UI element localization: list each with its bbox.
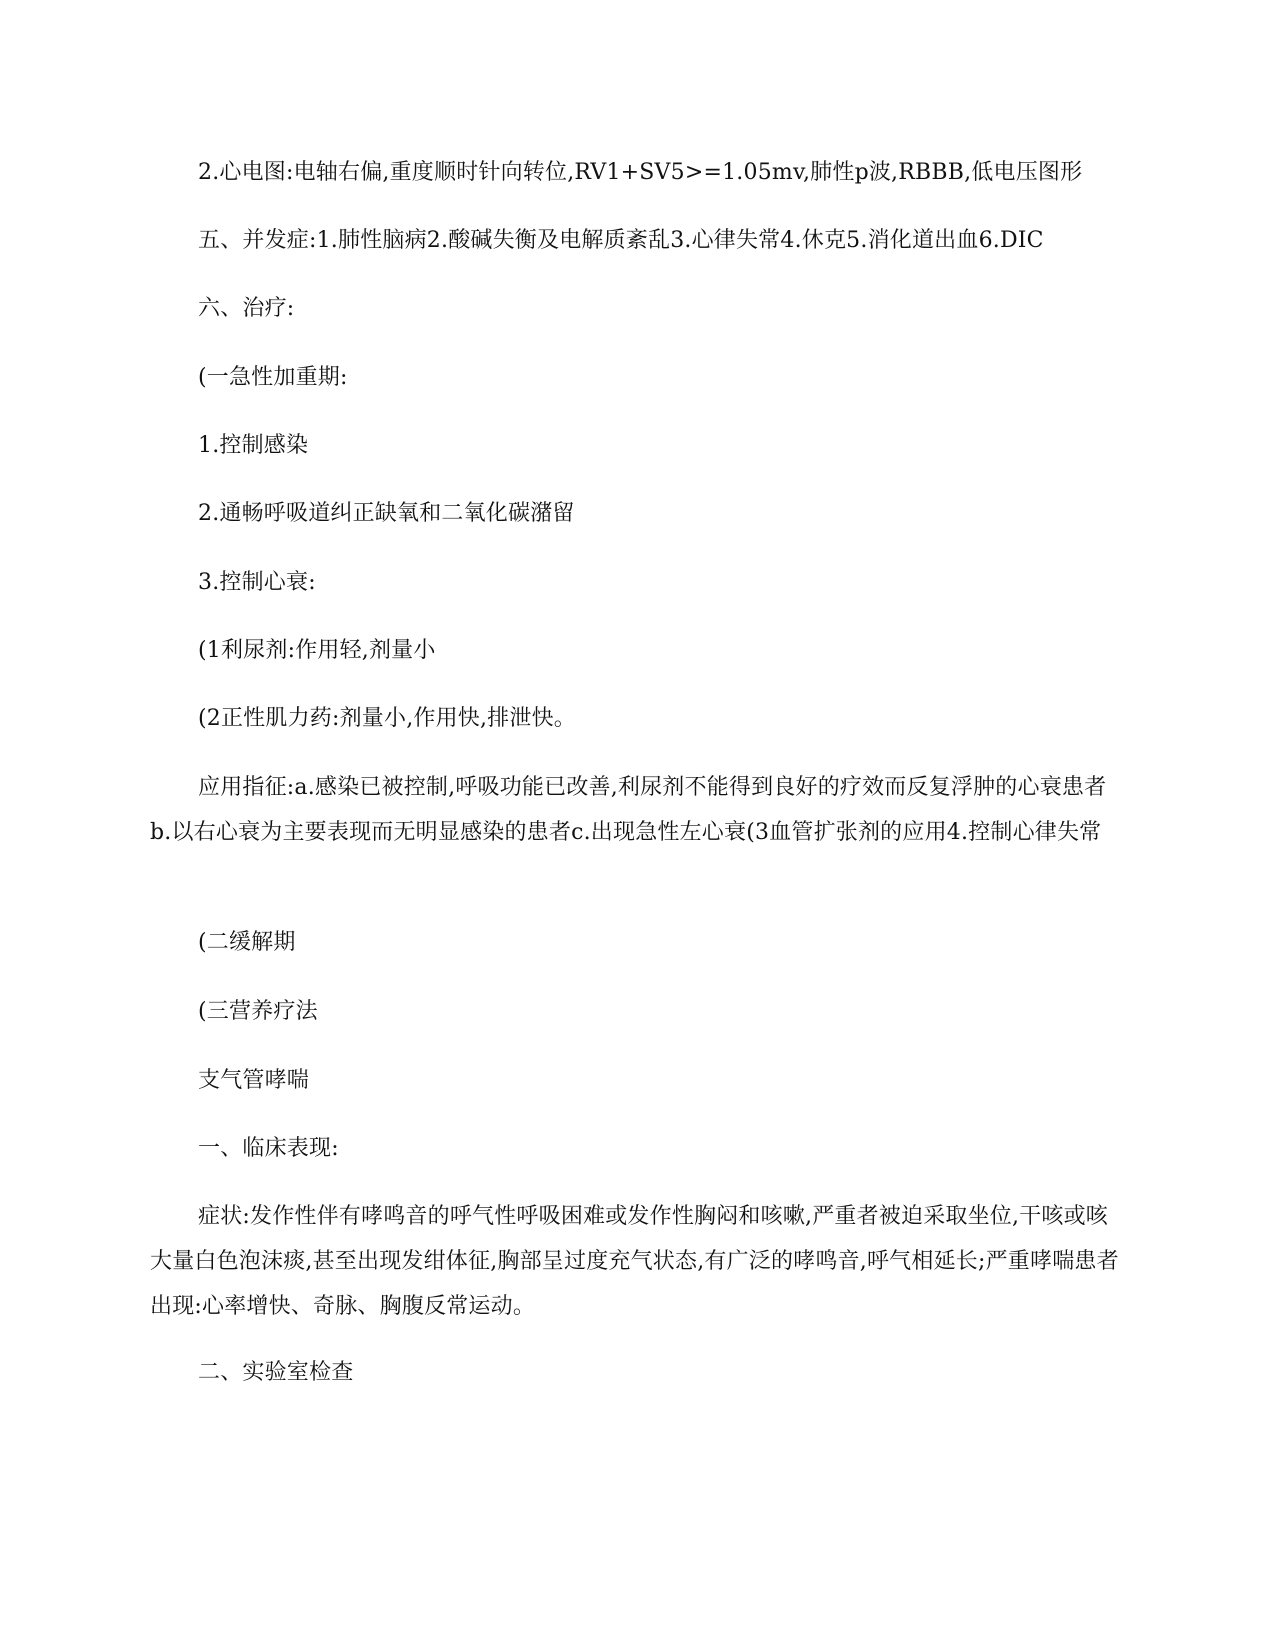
heading-clinical-manifestations: 一、临床表现:: [198, 1136, 339, 1161]
paragraph-ecg: 2.心电图:电轴右偏,重度顺时针向转位,RV1+SV5>=1.05mv,肺性p波,RBBB,低电压图形: [198, 160, 1083, 185]
paragraph-diuretics: (1利尿剂:作用轻,剂量小: [198, 638, 436, 663]
paragraph-infection-control: 1.控制感染: [198, 433, 309, 458]
heading-treatment: 六、治疗:: [198, 296, 295, 321]
paragraph-airway: 2.通畅呼吸道纠正缺氧和二氧化碳潴留: [198, 501, 575, 526]
heading-acute-phase: (一急性加重期:: [198, 365, 348, 390]
paragraph-indications: 应用指征:a.感染已被控制,呼吸功能已改善,利尿剂不能得到良好的疗效而反复浮肿的心衰患者b.以右心衰为主要表现而无明显感染的患者c.出现急性左心衰(3血管扩张剂的应用4.控制心律失常: [150, 775, 1107, 845]
paragraph-complications: 五、并发症:1.肺性脑病2.酸碱失衡及电解质紊乱3.心律失常4.休克5.消化道出血6.DIC: [198, 228, 1044, 253]
heading-heart-failure: 3.控制心衰:: [198, 570, 316, 595]
heading-asthma: 支气管哮喘: [198, 1068, 310, 1093]
heading-nutrition: (三营养疗法: [198, 999, 318, 1024]
heading-lab-tests: 二、实验室检查: [198, 1360, 354, 1385]
paragraph-inotropes: (2正性肌力药:剂量小,作用快,排泄快。: [198, 706, 576, 731]
heading-remission-phase: (二缓解期: [198, 930, 296, 955]
paragraph-symptoms: 症状:发作性伴有哮鸣音的呼气性呼吸困难或发作性胸闷和咳嗽,严重者被迫采取坐位,干咳或咳大量白色泡沫痰,甚至出现发绀体征,胸部呈过度充气状态,有广泛的哮鸣音,呼气相延长;严重哮喘患者出现:心率增快、奇脉、胸腹反常运动。: [150, 1204, 1119, 1319]
